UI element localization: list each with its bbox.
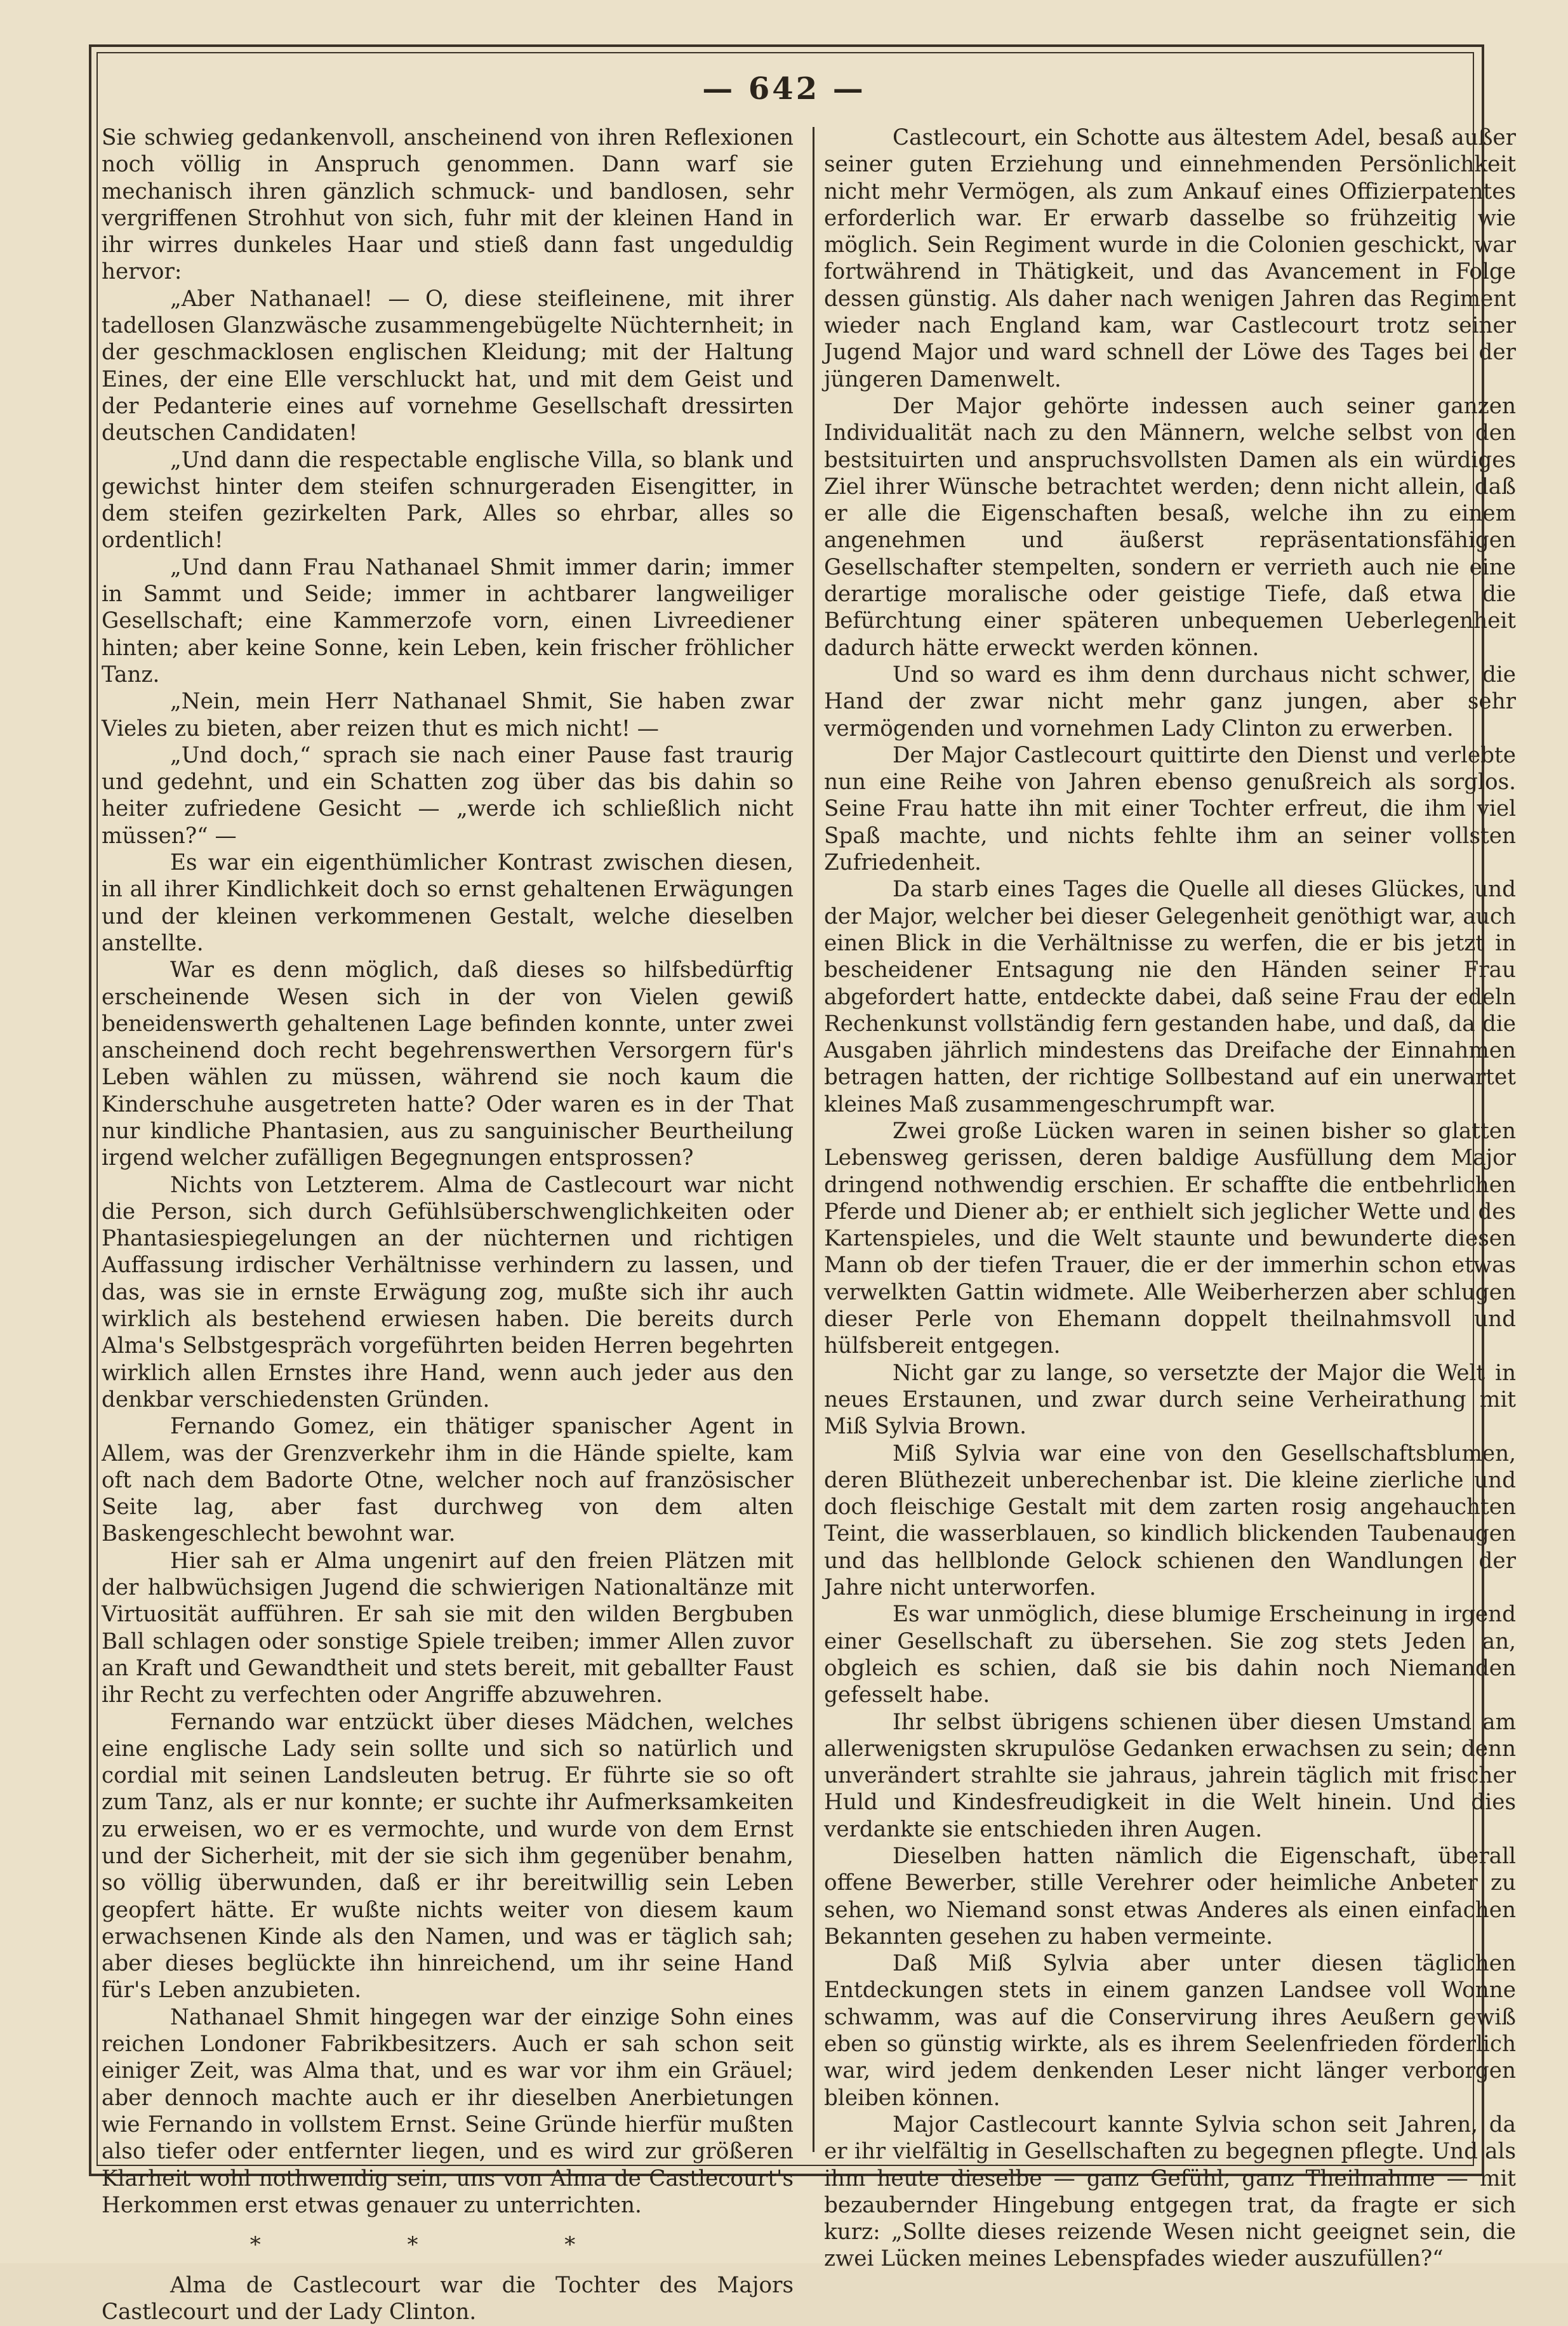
left-column-paragraphs [102,124,794,2219]
section-break: * * * [249,2232,646,2258]
paragraph: „Aber Nathanael! — O, diese steifleinene, mit ihrer tadellosen Glanzwäsche zusammengebügelte Nüchternheit; in der geschmacklosen englischen Kleidung; mit der Haltung Eines, der eine Elle verschluckt hat, und mit dem Geist und der Pedanterie eines auf vornehme Gesellschaft dressirten deutschen Candidaten! [102,286,794,446]
paragraph: Es war ein eigenthümlicher Kontrast zwischen diesen, in all ihrer Kindlichkeit doch so ernst gehaltenen Erwägungen und der kleinen verkommenen Gestalt, welche dieselben anstellte. [102,850,794,956]
paragraph: Fernando Gomez, ein thätiger spanischer Agent in Allem, was der Grenzverkehr ihm in die Hände spielte, kam oft nach dem Badorte Otne, welcher noch auf französischer Seite lag, aber fast durchweg von dem alten Baskengeschlecht bewohnt war. [102,1414,794,1547]
paragraph: Nathanael Shmit hingegen war der einzige Sohn eines reichen Londoner Fabrikbesitzers. Auch er sah schon seit einiger Zeit, was Alma that, und es war vor ihm ein Gräuel; aber dennoch machte auch er ihr dieselben Anerbietungen wie Fernando in vollstem Ernst. Seine Gründe hierfür mußten also tiefer oder entfernter liegen, und es wird zur größeren Klarheit wohl nothwendig sein, uns von Alma de Castlecourt's Herkommen erst etwas genauer zu unterrichten. [102,2004,794,2218]
paragraph: Major Castlecourt kannte Sylvia schon seit Jahren, da er ihr vielfältig in Gesellschaften zu begegnen pflegte. Und als ihm heute dieselbe — ganz Gefühl, ganz Theilnahme — mit bezaubernder Hingebung entgegen trat, da fragte er sich kurz: „Sollte dieses reizende Wesen nicht geeignet sein, die zwei Lücken meines Lebenspfades wieder auszufüllen?“ [824,2111,1516,2272]
paragraph: Der Major Castlecourt quittirte den Dienst und verlebte nun eine Reihe von Jahren ebenso genußreich als sorglos. Seine Frau hatte ihn mit einer Tochter erfreut, die ihm viel Spaß machte, und nichts fehlte ihm an seiner vollsten Zufriedenheit. [824,742,1516,876]
paragraph: Zwei große Lücken waren in seinen bisher so glatten Lebensweg gerissen, deren baldige Ausfüllung dem Major dringend nothwendig erschien. Er schaffte die entbehrlichen Pferde und Diener ab; er enthielt sich jeglicher Wette und des Kartenspieles, und die Welt staunte und bewunderte diesen Mann ob der tiefen Trauer, die er der immerhin schon etwas verwelkten Gattin widmete. Alle Weiberherzen aber schlugen dieser Perle von Ehemann doppelt theilnahmsvoll und hülfsbereit entgegen. [824,1118,1516,1359]
paragraph: Dieselben hatten nämlich die Eigenschaft, überall offene Bewerber, stille Verehrer oder heimliche Anbeter zu sehen, wo Niemand sonst etwas Anderes als einen einfachen Bekannten gesehen zu haben vermeinte. [824,1844,1516,1950]
paragraph: „Und dann die respectable englische Villa, so blank und gewichst hinter dem steifen schnurgeraden Eisengitter, in dem steifen gezirkelten Park, Alles so ehrbar, alles so ordentlich! [102,447,794,554]
paragraph: Daß Miß Sylvia aber unter diesen täglichen Entdeckungen stets in einem ganzen Landsee voll Wonne schwamm, was auf die Conservirung ihres Aeußern gewiß eben so günstig wirkte, als es ihrem Seelenfrieden förderlich war, wird jedem denkenden Leser nicht länger verborgen bleiben können. [824,1951,1516,2111]
paragraph: Ihr selbst übrigens schienen über diesen Umstand am allerwenigsten skrupulöse Gedanken erwachsen zu sein; denn unverändert strahlte sie jahraus, jahrein täglich mit frischer Huld und Kindesfreudigkeit in die Welt hinein. Und dies verdankte sie entschieden ihren Augen. [824,1709,1516,1842]
paragraph: Fernando war entzückt über dieses Mädchen, welches eine englische Lady sein sollte und sich so natürlich und cordial mit seinen Landsleuten betrug. Er führte sie so oft zum Tanz, als er nur konnte; er suchte ihr Aufmerksamkeiten zu erweisen, wo er es vermochte, und wurde von dem Ernst und der Sicherheit, mit der sie sich ihm gegenüber benahm, so völlig überwunden, daß er ihr bereitwillig sein Leben geopfert hätte. Er wußte nichts weiter von diesem kaum erwachsenen Kinde als den Namen, und was er täglich sah; aber dieses beglückte ihn hinreichend, um ihr seine Hand für's Leben anzubieten. [102,1709,794,2004]
paragraph: Miß Sylvia war eine von den Gesellschaftsblumen, deren Blüthezeit unberechenbar ist. Die kleine zierliche und doch fleischige Gestalt mit dem zarten rosig angehauchten Teint, die wasserblauen, so kindlich blickenden Taubenaugen und das hellblonde Gelock schienen den Wandlungen der Jahre nicht unterworfen. [824,1440,1516,1601]
paragraph: „Und dann Frau Nathanael Shmit immer darin; immer in Sammt und Seide; immer in achtbarer langweiliger Gesellschaft; eine Kammerzofe vorn, einen Livreediener hinten; aber keine Sonne, kein Leben, kein frischer fröhlicher Tanz. [102,554,794,688]
paragraph: Castlecourt, ein Schotte aus ältestem Adel, besaß außer seiner guten Erziehung und einnehmenden Persönlichkeit nicht mehr Vermögen, als zum Ankauf eines Offizierpatentes erforderlich war. Er erwarb dasselbe so frühzeitig wie möglich. Sein Regiment wurde in die Colonien geschickt, war fortwährend in Thätigkeit, und das Avancement in Folge dessen günstig. Als daher nach wenigen Jahren das Regiment wieder nach England kam, war Castlecourt trotz seiner Jugend Major und ward schnell der Löwe des Tages bei der jüngeren Damenwelt. [824,125,1516,392]
paragraph: Sie schwieg gedankenvoll, anscheinend von ihren Reflexionen noch völlig in Anspruch genommen. Dann warf sie mechanisch ihren gänzlich schmuck- und bandlosen, sehr vergriffenen Strohhut von sich, fuhr mit der kleinen Hand in ihr wirres dunkeles Haar und stieß dann fast ungeduldig hervor: [102,125,794,285]
paragraph: Da starb eines Tages die Quelle all dieses Glückes, und der Major, welcher bei dieser Gelegenheit genöthigt war, auch einen Blick in die Verhältnisse zu werfen, die er bis jetzt in bescheidener Entsagung nie den Händen seiner Frau abgefordert hatte, entdeckte dabei, daß seine Frau der edeln Rechenkunst vollständig fern gestanden habe, und daß, da die Ausgaben jährlich mindestens das Dreifache der Einnahmen betragen hatten, der richtige Sollbestand auf ein unerwartet kleines Maß zusammengeschrumpft war. [824,877,1516,1117]
column-divider [813,127,814,2152]
paragraph: Es war unmöglich, diese blumige Erscheinung in irgend einer Gesellschaft zu übersehen. Sie zog stets Jeden an, obgleich es schien, daß sie bis dahin noch Niemanden gefesselt habe. [824,1602,1516,1708]
paragraph: Der Major gehörte indessen auch seiner ganzen Individualität nach zu den Männern, welche selbst von den bestsituirten und anspruchsvollsten Damen als ein würdiges Ziel ihrer Wünsche betrachtet werden; denn nicht allein, daß er alle die Eigenschaften besaß, welche ihn zu einem angenehmen und äußerst repräsentationsfähigen Gesellschafter stempelten, sondern er verrieth auch nie eine derartige moralische oder geistige Tiefe, daß etwa die Befürchtung einer späteren unbequemen Ueberlegenheit dadurch hätte erweckt werden können. [824,393,1516,661]
paragraph: War es denn möglich, daß dieses so hilfsbedürftig erscheinende Wesen sich in der von Vielen gewiß beneidenswerth gehaltenen Lage befinden konnte, unter zwei anscheinend doch recht begehrenswerthen Versorgern für's Leben wählen zu müssen, während sie noch kaum die Kinderschuhe ausgetreten hatte? Oder waren es in der That nur kindliche Phantasien, aus zu sanguinischer Beurtheilung irgend welcher zufälligen Begegnungen entsprossen? [102,957,794,1171]
page-number: — 642 — [702,71,866,107]
left-column-paragraphs-after-break [102,2272,794,2326]
left-column [102,124,794,2325]
paragraph: Nicht gar zu lange, so versetzte der Major die Welt in neues Erstaunen, und zwar durch seine Verheirathung mit Miß Sylvia Brown. [824,1360,1516,1440]
paragraph: Und so ward es ihm denn durchaus nicht schwer, die Hand der zwar nicht mehr ganz jungen, aber sehr vermögenden und vornehmen Lady Clinton zu erwerben. [824,661,1516,741]
right-column-paragraphs [824,124,1516,2273]
paragraph: „Und doch,“ sprach sie nach einer Pause fast traurig und gedehnt, und ein Schatten zog über das bis dahin so heiter zufriedene Gesicht — „werde ich schließlich nicht müssen?“ — [102,742,794,849]
right-column [824,124,1516,2272]
paragraph: Nichts von Letzterem. Alma de Castlecourt war nicht die Person, sich durch Gefühlsüberschwenglichkeiten oder Phantasiespiegelungen an der nüchternen und richtigen Auffassung irdischer Verhältnisse verhindern zu lassen, und das, was sie in ernste Erwägung zog, mußte sich ihr auch wirklich als bestehend erwiesen haben. Die bereits durch Alma's Selbstgespräch vorgeführten beiden Herren begehrten wirklich allen Ernstes ihre Hand, wenn auch jeder aus den denkbar verschiedensten Gründen. [102,1172,794,1412]
paragraph: „Nein, mein Herr Nathanael Shmit, Sie haben zwar Vieles zu bieten, aber reizen thut es mich nicht! — [102,689,794,741]
paragraph: Alma de Castlecourt war die Tochter des Majors Castlecourt und der Lady Clinton. [102,2273,794,2325]
paragraph: Hier sah er Alma ungenirt auf den freien Plätzen mit der halbwüchsigen Jugend die schwierigen Nationaltänze mit Virtuosität aufführen. Er sah sie mit den wilden Bergbuben Ball schlagen oder sonstige Spiele treiben; immer Allen zuvor an Kraft und Gewandtheit und stets bereit, mit geballter Faust ihr Recht zu verfechten oder Angriffe abzuwehren. [102,1548,794,1708]
